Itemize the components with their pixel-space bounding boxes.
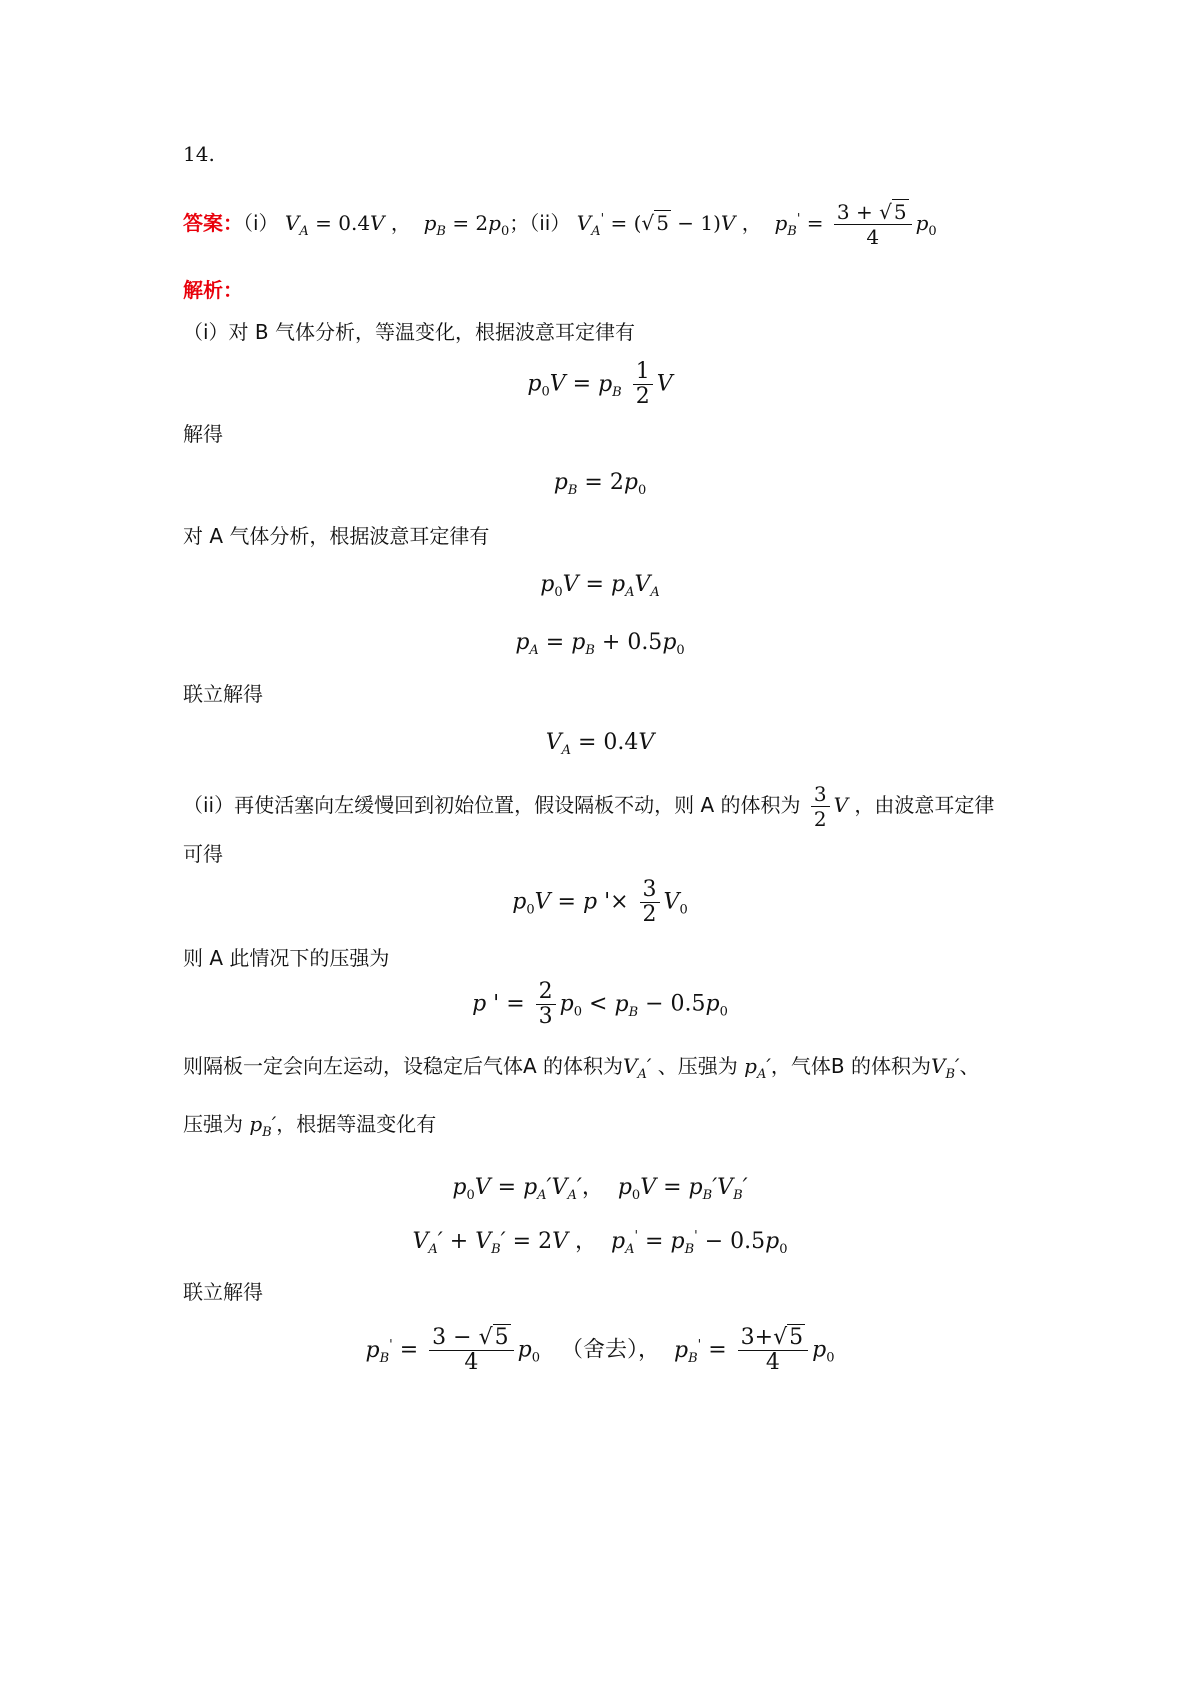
answer-label: 答案：: [183, 211, 243, 235]
answer-part1-va: $V_A$: [284, 211, 309, 239]
paragraph-part1: （i）对 B 气体分析，等温变化，根据波意耳定律有: [183, 320, 635, 344]
equation-final-results: $p_B'$ = $\frac{3 - √5}{4}$ $p_0$ （舍去）， $p_B'$ = $\frac{3+√5}{4}$ $p_0$: [365, 1325, 835, 1375]
answer-part2-label: （ii）: [529, 211, 571, 235]
analysis-label: 解析：: [183, 278, 243, 302]
discard-note: （舍去）: [560, 1337, 638, 1363]
equation-boyle-a: $p_0V = p_AV_A$: [540, 572, 660, 600]
answer-separator: ；: [509, 211, 530, 235]
answer-part2-va: $V_A'$: [576, 211, 605, 239]
answer-part1-label: （i）: [243, 211, 279, 235]
solve-label-1: 解得: [183, 422, 223, 446]
equation-va-result: $V_A = 0.4V$: [545, 730, 655, 758]
paragraph-partition-cont: 压强为 $p_B'$，根据等温变化有: [183, 1112, 437, 1140]
paragraph-part2-cont: 可得: [183, 842, 223, 866]
equation-isothermal-pair: $p_0V = p_A'V_A'$， $p_0V = p_B'V_B'$: [452, 1175, 748, 1203]
equation-volume-pressure: $V_A' + V_B' = 2V$ ， $p_A' = p_B' - 0.5p_0$: [412, 1228, 788, 1257]
paragraph-pressure: 则 A 此情况下的压强为: [183, 946, 390, 970]
answer-part2-pb-fraction: $\frac{3 + √ 5}{4}$: [834, 200, 912, 249]
equation-boyle-assumed: $p_0V = p$ '× $\frac{3}{2}$ $V_0$: [512, 877, 688, 927]
equation-pressure-compare: p ' = $\frac{2}{3}$ $p_0 < p_B - 0.5p_0$: [472, 979, 728, 1029]
answer-part1-pb: $p_B$: [423, 211, 446, 239]
equation-pb-result: $p_B = 2p_0$: [553, 470, 647, 498]
solve-label-3: 联立解得: [183, 1280, 263, 1304]
equation-boyle-b: $p_0V = p_B$ $\frac{1}{2}$ V: [527, 359, 673, 409]
paragraph-part2: （ii）再使活塞向左缓慢回到初始位置，假设隔板不动，则 A 的体积为 $\frac{3}{2}$ V ，由波意耳定律: [183, 782, 995, 831]
paragraph-gas-a: 对 A 气体分析，根据波意耳定律有: [183, 524, 490, 548]
equation-pa-relation: $p_A = p_B + 0.5p_0$: [515, 630, 685, 658]
answer-line: 答案：（i） $V_A = 0.4V$ ， $p_B = 2p_0$；（ii） $V_A'$ = (√ 5 − 1)V ， $p_B'$ = $\frac{3 + √ 5}{4}$ $p_0$: [183, 200, 937, 249]
solve-label-2: 联立解得: [183, 682, 263, 706]
paragraph-partition: 则隔板一定会向左运动，设稳定后气体A 的体积为$V_A'$ 、压强为 $p_A'$，气体B 的体积为$V_B'$、: [183, 1054, 980, 1082]
question-number: 14.: [183, 142, 215, 166]
